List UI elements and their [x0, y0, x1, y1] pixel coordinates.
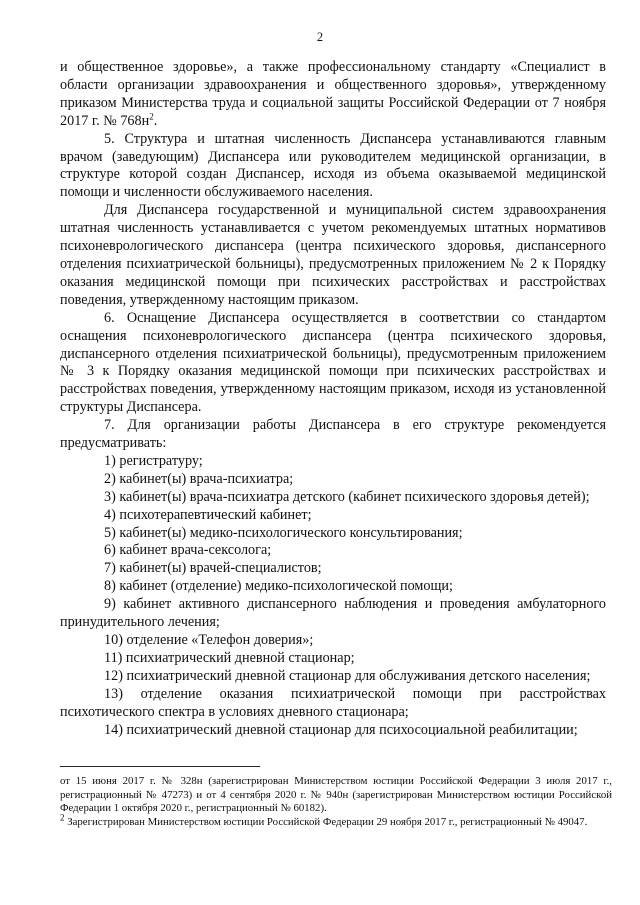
list-item: 7) кабинет(ы) врачей-специалистов; — [104, 560, 322, 577]
document-body — [60, 59, 606, 739]
paragraph-continuation-end: . — [153, 112, 158, 129]
paragraph-7: 7. Для организации работы Диспансера в его структуре рекомендуется предусматривать: — [60, 417, 606, 452]
list-item: 12) психиатрический дневной стационар для обслуживания детского населения; — [104, 667, 591, 684]
page-number: 2 — [316, 30, 324, 44]
footnote-2-mark: 2 — [60, 812, 65, 823]
paragraph-continuation — [60, 59, 606, 131]
footnotes — [60, 775, 612, 829]
list-item: 2) кабинет(ы) врача-психиатра; — [104, 470, 294, 487]
footnote-2 — [60, 812, 612, 830]
list-item: 6) кабинет врача-сексолога; — [104, 542, 272, 559]
list-item: 10) отделение «Телефон доверия»; — [104, 632, 314, 648]
paragraph-6: 6. Оснащение Диспансера осуществляется в соответствии со стандартом оснащения психоневрологического диспансера (центра психического здоровья, диспансерного отделения психиатрической больницы), предусмотренным приложением № 3 к Порядку оказания медицинской помощи при психических расстройствах и расстройствах поведения, утвержденному настоящим приказом, исходя из установленной структуры Диспансера. — [60, 309, 606, 416]
list-item: 4) психотерапевтический кабинет; — [104, 506, 312, 523]
footnote-2-text: Зарегистрирован Министерством юстиции Российской Федерации 29 ноября 2017 г., регистрационный № 49047. — [64, 815, 588, 828]
footnote-separator — [60, 766, 260, 767]
list-item: 11) психиатрический дневной стационар; — [104, 649, 355, 666]
list-item: 13) отделение оказания психиатрической помощи при расстройствах психотического спектра в условиях дневного стационара; — [60, 685, 606, 720]
list-item: 14) психиатрический дневной стационар для психосоциальной реабилитации; — [104, 721, 578, 738]
paragraph-5-staffing: Для Диспансера государственной и муниципальной систем здравоохранения штатная численность устанавливается с учетом рекомендуемых штатных нормативов психоневрологического диспансера (центра психического здоровья, диспансерного отделения психиатрической больницы), предусмотренных приложением № 2 к Порядку оказания медицинской помощи при психических расстройствах и расстройствах поведения, утвержденному настоящим приказом. — [60, 202, 606, 308]
list-item: 1) регистратуру; — [104, 452, 203, 469]
list-item: 8) кабинет (отделение) медико-психологической помощи; — [104, 578, 453, 595]
structure-list — [60, 453, 606, 740]
paragraph-continuation-text: и общественное здоровье», а также профессиональному стандарту «Специалист в области организации здравоохранения и общественного здоровья», утвержденному приказом Министерства труда и социальной защиты Российской Федерации от 7 ноября 2017 г. № 768н — [60, 59, 606, 129]
list-item: 3) кабинет(ы) врача-психиатра детского (кабинет психического здоровья детей); — [104, 488, 590, 505]
list-item: 9) кабинет активного диспансерного наблюдения и проведения амбулаторного принудительного лечения; — [60, 596, 606, 631]
paragraph-5: 5. Структура и штатная численность Диспансера устанавливаются главным врачом (заведующим) Диспансера или руководителем медицинской организации, в структуре которой создан Диспансер, исходя из объема оказываемой медицинской помощи и численности обслуживаемого населения. — [60, 130, 606, 201]
footnote-ref-2: 2 — [149, 110, 154, 121]
footnote-1-continuation: от 15 июня 2017 г. № 328н (зарегистрирован Министерством юстиции Российской Федерации 3 июля 2017 г., регистрационный № 47273) и от 4 сентября 2020 г. № 940н (зарегистрирован Министерством юстиции Российской Федерации 1 октября 2020 г., регистрационный № 60182). — [60, 775, 612, 815]
list-item: 5) кабинет(ы) медико-психологического консультирования; — [104, 524, 463, 541]
